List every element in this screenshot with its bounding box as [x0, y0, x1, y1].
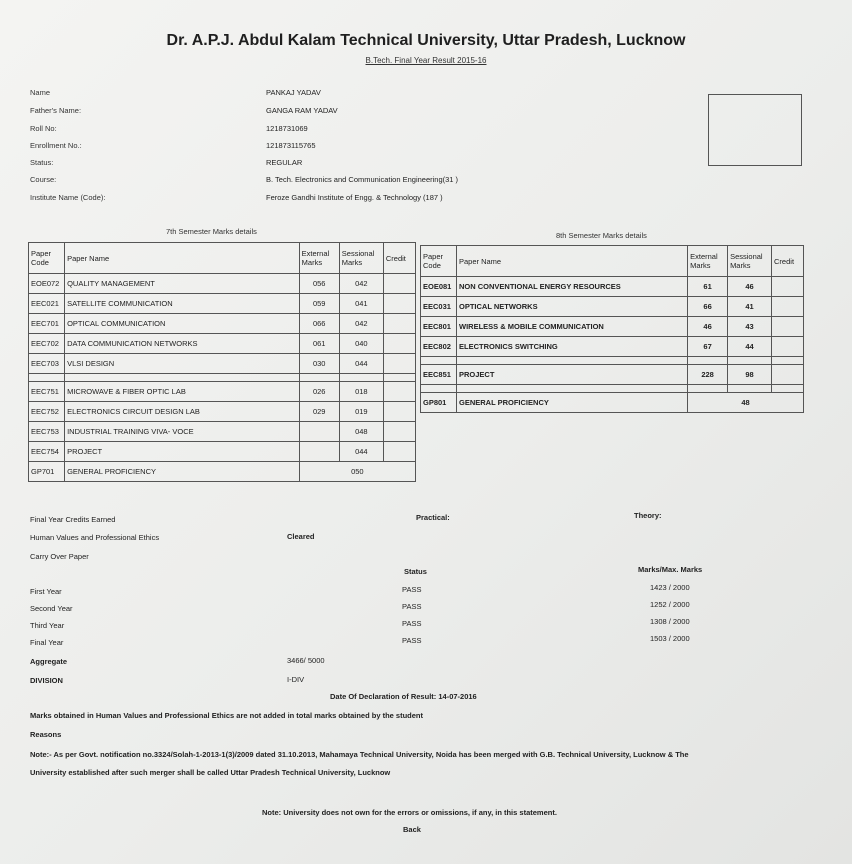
third-year-status: PASS	[402, 619, 422, 628]
paper-name: MICROWAVE & FIBER OPTIC LAB	[65, 382, 300, 402]
paper-name: WIRELESS & MOBILE COMMUNICATION	[456, 317, 687, 337]
paper-code: EEC021	[29, 294, 65, 314]
paper-code: EEC703	[29, 354, 65, 374]
final-year-marks: 1503 / 2000	[650, 634, 690, 643]
carry-over-label: Carry Over Paper	[30, 552, 89, 561]
sem8-header-row	[421, 246, 804, 277]
gp-row	[421, 393, 804, 413]
sessional-header: Sessional Marks	[728, 246, 772, 277]
credit	[383, 354, 415, 374]
table-row	[29, 402, 416, 422]
paper-name: PROJECT	[65, 442, 300, 462]
sessional-marks: 040	[339, 334, 383, 354]
institute-value: Feroze Gandhi Institute of Engg. & Technology (187 )	[266, 193, 443, 202]
second-year-status: PASS	[402, 602, 422, 611]
sessional-marks: 042	[339, 274, 383, 294]
paper-code: EEC851	[421, 365, 457, 385]
final-year-label: Final Year	[30, 638, 64, 647]
paper-name: QUALITY MANAGEMENT	[65, 274, 300, 294]
paper-code: EEC754	[29, 442, 65, 462]
external-marks: 228	[688, 365, 728, 385]
table-row	[29, 274, 416, 294]
third-year-label: Third Year	[30, 621, 65, 630]
gp-marks: 48	[688, 393, 804, 413]
sessional-marks: 048	[339, 422, 383, 442]
credit	[383, 334, 415, 354]
course-value: B. Tech. Electronics and Communication Engineering(31 )	[266, 175, 459, 184]
aggregate-value: 3466/ 5000	[287, 656, 325, 665]
paper-name: OPTICAL NETWORKS	[456, 297, 687, 317]
table-row	[29, 442, 416, 462]
division-label: DIVISION	[30, 676, 63, 685]
credit	[383, 294, 415, 314]
credit	[383, 274, 415, 294]
name-value: PANKAJ YADAV	[266, 88, 321, 97]
sem7-title: 7th Semester Marks details	[166, 227, 257, 236]
credits-label: Final Year Credits Earned	[30, 515, 116, 524]
external-marks: 026	[299, 382, 339, 402]
credit	[772, 365, 804, 385]
paper-code: EEC752	[29, 402, 65, 422]
credit-header: Credit	[383, 243, 415, 274]
external-marks: 066	[299, 314, 339, 334]
paper-code: EOE081	[421, 277, 457, 297]
table-row	[29, 294, 416, 314]
first-year-status: PASS	[402, 585, 422, 594]
credit	[383, 402, 415, 422]
first-year-marks: 1423 / 2000	[650, 583, 690, 592]
spacer-row	[29, 374, 416, 382]
paper-code-header: Paper Code	[29, 243, 65, 274]
table-row	[29, 334, 416, 354]
external-header: External Marks	[299, 243, 339, 274]
sessional-marks: 98	[728, 365, 772, 385]
second-year-label: Second Year	[30, 604, 73, 613]
third-year-marks: 1308 / 2000	[650, 617, 690, 626]
external-marks: 61	[688, 277, 728, 297]
ethics-note: Marks obtained in Human Values and Professional Ethics are not added in total marks obtained by the student	[30, 711, 423, 720]
paper-name: VLSI DESIGN	[65, 354, 300, 374]
aggregate-label: Aggregate	[30, 657, 68, 666]
paper-code: GP701	[29, 462, 65, 482]
practical-label: Practical:	[416, 513, 450, 522]
sem8-title: 8th Semester Marks details	[556, 231, 647, 240]
status-value: REGULAR	[266, 158, 303, 167]
spacer-row	[421, 357, 804, 365]
roll-label: Roll No:	[30, 124, 57, 133]
paper-name: ELECTRONICS CIRCUIT DESIGN LAB	[65, 402, 300, 422]
paper-code: EEC701	[29, 314, 65, 334]
table-row	[29, 354, 416, 374]
sessional-marks: 41	[728, 297, 772, 317]
sessional-marks: 041	[339, 294, 383, 314]
father-value: GANGA RAM YADAV	[266, 106, 338, 115]
course-label: Course:	[30, 175, 57, 184]
disclaimer-note: Note: University does not own for the errors or omissions, if any, in this statement.	[262, 808, 557, 817]
institute-label: Institute Name (Code):	[30, 193, 106, 202]
credit	[383, 442, 415, 462]
status-label: Status:	[30, 158, 54, 167]
photo-box	[708, 94, 802, 166]
external-marks: 029	[299, 402, 339, 422]
external-marks: 059	[299, 294, 339, 314]
external-header: External Marks	[688, 246, 728, 277]
credit	[772, 317, 804, 337]
paper-name: NON CONVENTIONAL ENERGY RESOURCES	[456, 277, 687, 297]
paper-code: GP801	[421, 393, 457, 413]
paper-code: EEC801	[421, 317, 457, 337]
credit	[772, 337, 804, 357]
table-row	[421, 317, 804, 337]
enrollment-value: 121873115765	[266, 141, 316, 150]
paper-code: EEC753	[29, 422, 65, 442]
ethics-value: Cleared	[287, 532, 315, 541]
theory-label: Theory:	[634, 511, 662, 520]
second-year-marks: 1252 / 2000	[650, 600, 690, 609]
paper-code: EEC802	[421, 337, 457, 357]
first-year-label: First Year	[30, 587, 62, 596]
sessional-marks: 43	[728, 317, 772, 337]
credit	[383, 422, 415, 442]
sessional-marks: 018	[339, 382, 383, 402]
sem7-table	[28, 242, 416, 482]
paper-name: ELECTRONICS SWITCHING	[456, 337, 687, 357]
paper-code: EEC751	[29, 382, 65, 402]
sessional-marks: 042	[339, 314, 383, 334]
table-row	[421, 277, 804, 297]
table-row	[29, 382, 416, 402]
merger-note-line2: University established after such merger shall be called Uttar Pradesh Technical University, Lucknow	[30, 768, 391, 777]
paper-name: PROJECT	[456, 365, 687, 385]
result-title: B.Tech. Final Year Result 2015-16	[365, 56, 487, 65]
paper-name-header: Paper Name	[65, 243, 300, 274]
gp-row	[29, 462, 416, 482]
enrollment-label: Enrollment No.:	[30, 141, 82, 150]
sessional-marks: 044	[339, 354, 383, 374]
back-link[interactable]: Back	[403, 825, 421, 834]
name-label: Name	[30, 88, 51, 97]
credit	[383, 382, 415, 402]
division-value: I-DIV	[287, 675, 305, 684]
merger-note-line1: Note:- As per Govt. notification no.3324/Solah-1-2013-1(3)/2009 dated 31.10.2013, Mahamaya Technical University, Noida has been merged with G.B. Technical University, Lucknow & The	[30, 750, 689, 759]
paper-name-header: Paper Name	[456, 246, 687, 277]
sessional-marks: 46	[728, 277, 772, 297]
paper-name: DATA COMMUNICATION NETWORKS	[65, 334, 300, 354]
sessional-marks: 44	[728, 337, 772, 357]
credit	[772, 297, 804, 317]
declaration-date: Date Of Declaration of Result: 14-07-2016	[330, 692, 477, 701]
table-row	[421, 365, 804, 385]
paper-name: GENERAL PROFICIENCY	[456, 393, 687, 413]
paper-code: EEC031	[421, 297, 457, 317]
external-marks: 030	[299, 354, 339, 374]
roll-value: 1218731069	[266, 124, 308, 133]
external-marks: 67	[688, 337, 728, 357]
external-marks: 46	[688, 317, 728, 337]
sessional-marks: 044	[339, 442, 383, 462]
reasons-label: Reasons	[30, 730, 62, 739]
sessional-header: Sessional Marks	[339, 243, 383, 274]
external-marks	[299, 422, 339, 442]
sem7-header-row	[29, 243, 416, 274]
table-row	[421, 297, 804, 317]
external-marks: 061	[299, 334, 339, 354]
sessional-marks: 019	[339, 402, 383, 422]
spacer-row	[421, 385, 804, 393]
paper-name: GENERAL PROFICIENCY	[65, 462, 300, 482]
external-marks: 056	[299, 274, 339, 294]
gp-marks: 050	[299, 462, 415, 482]
marks-header: Marks/Max. Marks	[638, 565, 703, 574]
credit-header: Credit	[772, 246, 804, 277]
paper-name: SATELLITE COMMUNICATION	[65, 294, 300, 314]
paper-code: EOE072	[29, 274, 65, 294]
table-row	[29, 314, 416, 334]
paper-name: INDUSTRIAL TRAINING VIVA- VOCE	[65, 422, 300, 442]
status-header: Status	[404, 567, 427, 576]
credit	[383, 314, 415, 334]
sem8-table	[420, 245, 804, 413]
table-row	[421, 337, 804, 357]
paper-name: OPTICAL COMMUNICATION	[65, 314, 300, 334]
paper-code: EEC702	[29, 334, 65, 354]
credit	[772, 277, 804, 297]
table-row	[29, 422, 416, 442]
ethics-label: Human Values and Professional Ethics	[30, 533, 160, 542]
final-year-status: PASS	[402, 636, 422, 645]
external-marks: 66	[688, 297, 728, 317]
father-label: Father's Name:	[30, 106, 82, 115]
university-title: Dr. A.P.J. Abdul Kalam Technical University, Uttar Pradesh, Lucknow	[166, 32, 686, 49]
paper-code-header: Paper Code	[421, 246, 457, 277]
external-marks	[299, 442, 339, 462]
